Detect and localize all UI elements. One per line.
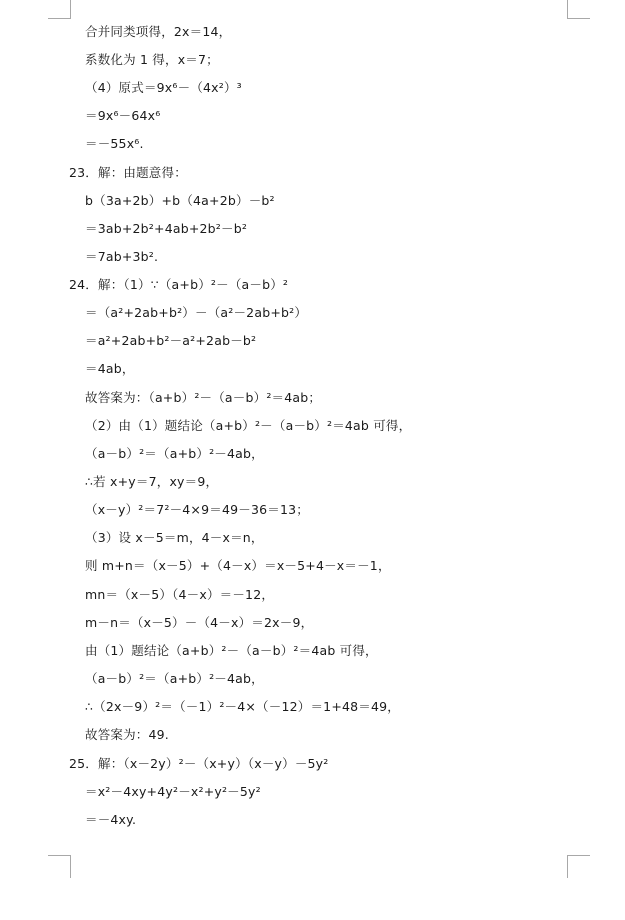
solution-line: （a－b）²＝（a+b）²－4ab，: [85, 446, 264, 461]
solution-line: （3）设 x－5＝m，4－x＝n，: [85, 530, 264, 545]
solution-line: 则 m+n＝（x－5）+（4－x）＝x－5+4－x＝－1，: [85, 558, 391, 573]
solution-line: 由（1）题结论（a+b）²－（a－b）²＝4ab 可得，: [85, 643, 378, 658]
problem-heading-23: 23．解：由题意得：: [69, 165, 187, 180]
solution-line: ＝－55x⁶.: [85, 136, 144, 151]
solution-line: m－n＝（x－5）－（4－x）＝2x－9，: [85, 615, 314, 630]
solution-line: （a－b）²＝（a+b）²－4ab，: [85, 671, 264, 686]
solution-line: ＝（a²+2ab+b²）－（a²－2ab+b²）: [85, 305, 308, 320]
crop-mark-bottom-right: [567, 855, 590, 878]
solution-line: ＝7ab+3b².: [85, 249, 159, 264]
solution-line: ＝9x⁶－64x⁶: [85, 108, 161, 123]
crop-mark-top-right: [567, 0, 590, 19]
solution-line: （x－y）²＝7²－4×9＝49－36＝13；: [85, 502, 309, 517]
solution-line: ＝－4xy.: [85, 812, 137, 827]
solution-line: ∴若 x+y＝7，xy＝9，: [85, 474, 219, 489]
solution-line: （4）原式＝9x⁶－（4x²）³: [85, 80, 242, 95]
solution-line: ＝4ab，: [85, 361, 135, 376]
problem-heading-25: 25．解：（x－2y）²－（x+y）（x－y）－5y²: [69, 756, 329, 771]
solution-line: 系数化为 1 得，x＝7；: [85, 52, 219, 67]
crop-mark-top-left: [48, 0, 71, 19]
problem-heading-24: 24．解：（1）∵（a+b）²－（a－b）²: [69, 277, 289, 292]
solution-line: ∴（2x－9）²＝（－1）²－4×（－12）＝1+48＝49，: [85, 699, 401, 714]
solution-line: ＝3ab+2b²+4ab+2b²－b²: [85, 221, 248, 236]
solution-line: 故答案为：49.: [85, 727, 169, 742]
solution-line: ＝a²+2ab+b²－a²+2ab－b²: [85, 333, 257, 348]
solution-line: mn＝（x－5）（4－x）＝－12，: [85, 587, 275, 602]
solution-line: 合并同类项得，2x＝14，: [85, 24, 232, 39]
solution-line: b（3a+2b）+b（4a+2b）－b²: [85, 193, 275, 208]
solution-line: ＝x²－4xy+4y²－x²+y²－5y²: [85, 784, 261, 799]
solution-line: 故答案为：（a+b）²－（a－b）²＝4ab；: [85, 390, 322, 405]
solution-line: （2）由（1）题结论（a+b）²－（a－b）²＝4ab 可得，: [85, 418, 412, 433]
crop-mark-bottom-left: [48, 855, 71, 878]
